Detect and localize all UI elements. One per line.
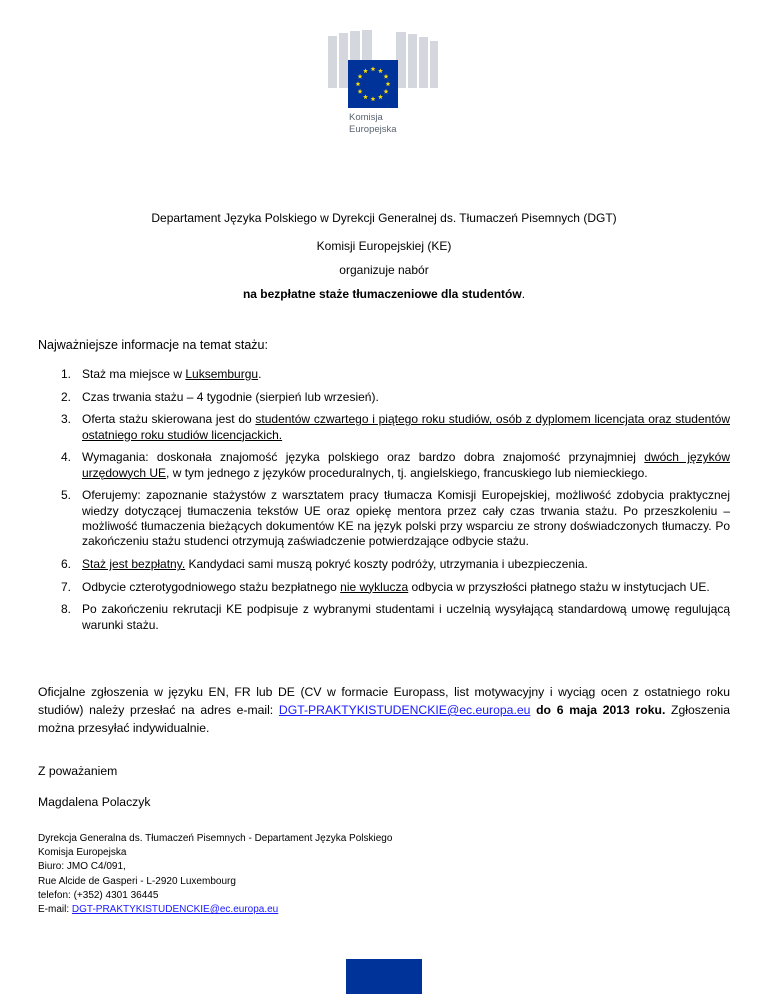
list-item [38, 367, 730, 382]
item-underlined: Staż jest bezpłatny. [82, 557, 186, 571]
header-title-bold: na bezpłatne staże tłumaczeniowe dla studentów [242, 287, 522, 301]
item-number: 5. [61, 488, 72, 503]
list-item [38, 557, 730, 572]
logo-text [349, 112, 397, 136]
paragraph-text: Oficjalne zgłoszenia w języku EN, FR lub DE (CV w formacie Europass, list motywacyjny i wyciąg ocen z ostatniego roku studiów) należy przesłać na adres e-mail: [38, 685, 730, 717]
item-number: 6. [61, 557, 72, 571]
item-text-end: odbycia w przyszłości płatnego stażu w instytucjach UE. [408, 579, 710, 594]
item-underlined: nie wyklucza [340, 579, 409, 594]
item-text: Odbycie czterotygodniowego stażu bezpłatnego [82, 579, 341, 594]
item-underlined: Luksemburgu [185, 367, 259, 381]
item-text: Po zakończeniu rekrutacji KE podpisuje z wybranymi studentami i uczelnią wysyłającą standardową umowę regulującą warunki stażu. [82, 602, 730, 632]
item-number: 3. [61, 412, 72, 427]
item-text-end: . [258, 367, 262, 381]
list-item [38, 602, 730, 633]
application-paragraph [38, 683, 730, 737]
header-organizes: organizuje nabór [339, 263, 429, 277]
footer-line: Dyrekcja Generalna ds. Tłumaczeń Pisemnych - Departament Języka Polskiego [38, 833, 393, 844]
item-underlined: dwóch języków urzędowych UE [82, 450, 730, 480]
paragraph-text-end: Zgłoszenia można przesyłać indywidualnie. [38, 703, 730, 735]
footer-contact [38, 832, 392, 917]
header-title-end: . [521, 287, 526, 301]
signature-name: Magdalena Polaczyk [38, 795, 151, 809]
greeting: Z poważaniem [38, 764, 118, 778]
item-text: Oferujemy: zapoznanie stażystów z warsztatem pracy tłumacza Komisji Europejskiej, możliwość zdobycia praktycznej wiedzy dotyczącej tłumaczenia tekstów UE oraz opiekę mentora przez cały czas trwania stażu. Po przeszkoleniu – możliwość tłumaczenia bieżących dokumentów KE na język polski przy wsparciu ze strony doświadczonych tłumaczy. Po zakończeniu stażu studenci otrzymują zaświadczenie potwierdzające odbycie stażu. [82, 488, 730, 549]
header-department: Departament Języka Polskiego w Dyrekcji Generalnej ds. Tłumaczeń Pisemnych (DGT) [151, 211, 617, 225]
item-number: 1. [61, 367, 72, 381]
item-text: Staż ma miejsce w [82, 367, 186, 381]
item-text: Wymagania: doskonała znajomość języka polskiego oraz bardzo dobra znajomość przynajmniej [82, 450, 645, 465]
list-item [38, 450, 730, 481]
footer-email-link[interactable]: DGT-PRAKTYKISTUDENCKIE@ec.europa.eu [71, 904, 279, 916]
email-link[interactable]: DGT-PRAKTYKISTUDENCKIE@ec.europa.eu [278, 703, 531, 717]
list-item [38, 488, 730, 550]
footer-line: telefon: (+352) 4301 36445 [38, 889, 159, 901]
intro-text: Najważniejsze informacje na temat stażu: [38, 338, 268, 352]
footer-email-label: E-mail: [38, 904, 72, 916]
item-text: Czas trwania stażu – 4 tygodnie (sierpień lub wrzesień). [82, 389, 379, 404]
item-number: 7. [61, 579, 72, 594]
item-number: 2. [61, 389, 72, 404]
item-number: 8. [61, 602, 72, 617]
header-title [0, 287, 768, 301]
item-text: Oferta stażu skierowana jest do [82, 412, 256, 427]
item-text-end: , w tym jednego z języków proceduralnych, tj. angielskiego, francuskiego lub niemieckiego. [166, 465, 648, 480]
footer-line: Komisja Europejska [38, 847, 127, 859]
footer-line: Rue Alcide de Gasperi - L-2920 Luxembourg [38, 875, 236, 887]
list-item [38, 390, 730, 405]
item-number: 4. [61, 450, 72, 465]
footer-line: Biuro: JMO C4/091, [38, 861, 126, 873]
bottom-blue-bar [346, 959, 422, 994]
list-item [38, 580, 730, 595]
logo-line2: Europejska [349, 124, 397, 135]
footer-email-line [38, 903, 392, 917]
header-commission: Komisji Europejskiej (KE) [316, 239, 452, 253]
logo-line1: Komisja [349, 112, 383, 123]
item-underlined: studentów czwartego i piątego roku studiów, osób z dyplomem licencjata oraz studentów ostatniego roku studiów licencjackich. [82, 412, 730, 442]
info-list [38, 367, 730, 640]
deadline-text: do 6 maja 2013 roku. [536, 703, 666, 717]
item-text-end: Kandydaci sami muszą pokryć koszty podróży, utrzymania i ubezpieczenia. [185, 557, 588, 571]
list-item [38, 412, 730, 443]
